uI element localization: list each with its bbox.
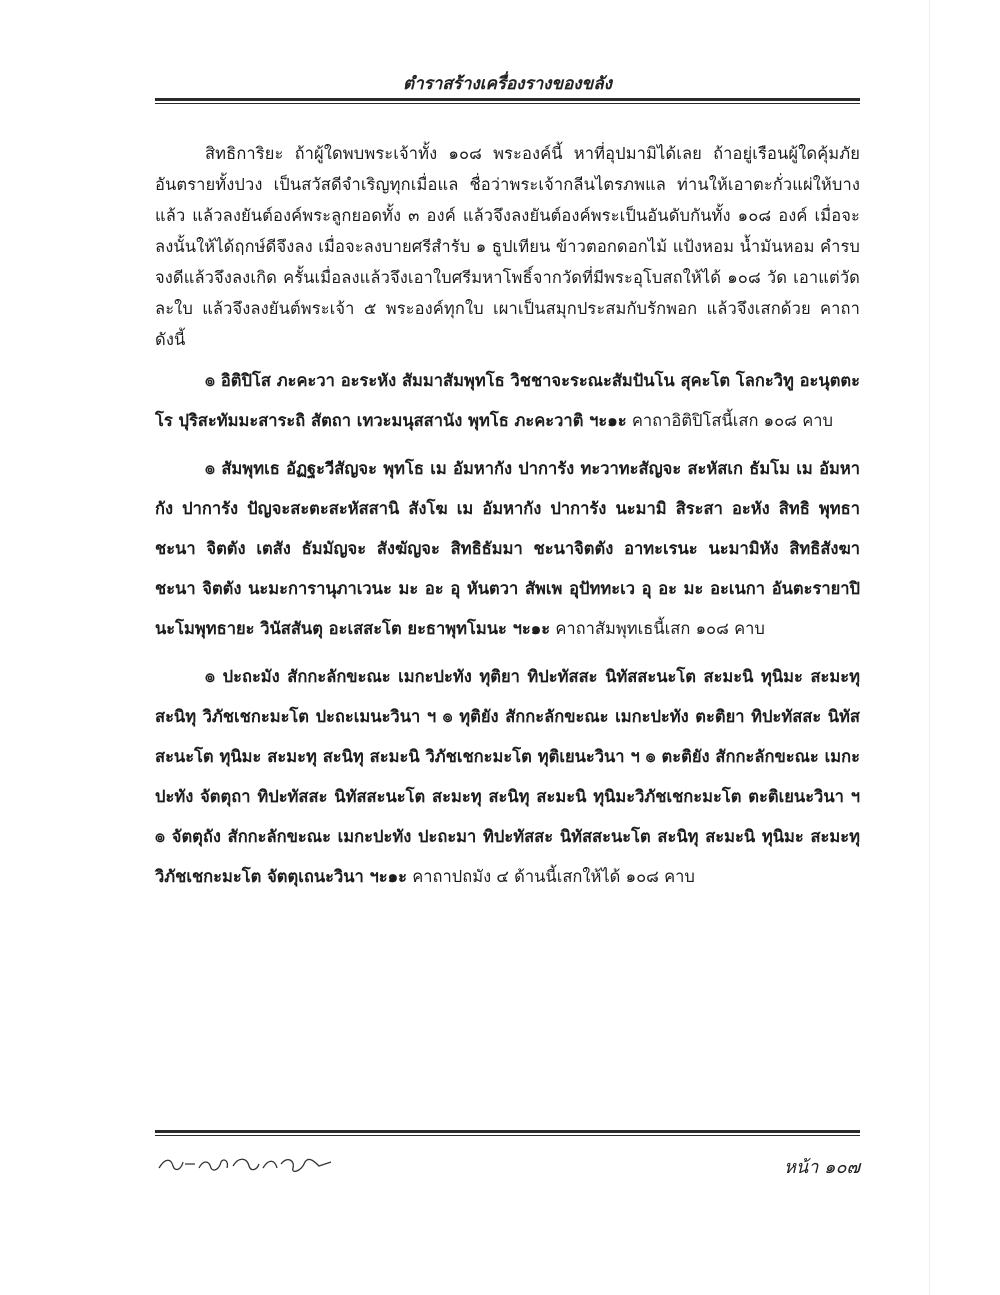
paragraph-itipiso [155, 361, 860, 441]
paragraph-pathamang [155, 657, 860, 897]
header-rule-thin [155, 103, 860, 104]
chant-itipiso-instruction: คาถาอิติปิโสนี้เสก ๑๐๘ คาบ [626, 411, 833, 430]
footer-row [155, 1146, 860, 1186]
page-footer [155, 1130, 860, 1186]
header-rule [155, 98, 860, 101]
chant-sambuddhe: ๏ สัมพุทเธ อัฏฐะวีสัญจะ พุทโธ เม อัมหากัง ปาการัง ทะวาทะสัญจะ สะหัสเก ธัมโม เม อัมหากัง ปาการัง ปัญจะสะตะสะหัสสานิ สังโฆ เม อัมหากัง ปาการัง นะมามิ สิระสา อะหัง สิทธิ พุทธา ชะนา จิตตัง เตสัง ธัมมัญจะ สังฆัญจะ สิทธิธัมมา ชะนาจิตตัง อาทะเรนะ นะมามิหัง สิทธิสังฆา ชะนา จิตตัง นะมะการานุภาเวนะ มะ อะ อุ หันตวา สัพเพ อุปัททะเว อุ อะ มะ อะเนกา อันตะรายาปิ นะโมพุทธายะ วินัสสันตุ อะเสสะโต ยะธาพุทโมนะ ฯะ๑ะ [155, 459, 860, 638]
paragraph-intro: สิทธิการิยะ ถ้าผู้ใดพบพระเจ้าทั้ง ๑๐๘ พระองค์นี้ หาที่อุปมามิได้เลย ถ้าอยู่เรือนผู้ใดคุ้มภัยอันตรายทั้งปวง เป็นสวัสดีจำเริญทุกเมื่อแล ชื่อว่าพระเจ้ากลีนไตรภพแล ท่านให้เอาตะกั่วแผ่ให้บางแล้ว แล้วลงยันต์องค์พระลูกยอดทั้ง ๓ องค์ แล้วจึงลงยันต์องค์พระเป็นอันดับกันทั้ง ๑๐๘ องค์ เมื่อจะลงนั้นให้ได้ฤกษ์ดีจึงลง เมื่อจะลงบายศรีสำรับ ๑ ธูปเทียน ข้าวตอกดอกไม้ แป้งหอม น้ำมันหอม คำรบจงดีแล้วจึงลงเกิด ครั้นเมื่อลงแล้วจึงเอาใบศรีมหาโพธิ์จากวัดที่มีพระอุโบสถให้ได้ ๑๐๘ วัด เอาแต่วัดละใบ แล้วจึงลงยันต์พระเจ้า ๕ พระองค์ทุกใบ เผาเป็นสมุกประสมกับรักพอก แล้วจึงเสกด้วย คาถาดังนี้ [155, 144, 860, 349]
page-number: หน้า ๑๐๗ [784, 1157, 860, 1178]
paragraph-sambuddhe [155, 449, 860, 649]
chant-pathamang: ๏ ปะถะมัง สักกะลักขะณะ เมกะปะทัง ทุติยา ทิปะทัสสะ นิทัสสะนะโต สะมะนิ ทุนิมะ สะมะทุ สะนิทุ วิภัชเชกะมะโต ปะถะเมนะวินา ฯ ๏ ทุติยัง สักกะลักขะณะ เมกะปะทัง ตะติยา ทิปะทัสสะ นิทัสสะนะโต ทุนิมะ สะมะทุ สะนิทุ สะมะนิ วิภัชเชกะมะโต ทุติเยนะวินา ฯ ๏ ตะติยัง สักกะลักขะณะ เมกะปะทัง จัตตุถา ทิปะทัสสะ นิทัสสะนะโต สะมะทุ สะนิทุ สะมะนิ ทุนิมะวิภัชเชกะมะโต ตะติเยนะวินา ฯ ๏ จัตตุถัง สักกะลักขะณะ เมกะปะทัง ปะถะมา ทิปะทัสสะ นิทัสสะนะโต สะนิทุ สะมะนิ ทุนิมะ สะมะทุ วิภัชเชกะมะโต จัตตุเถนะวินา ฯะ๑ะ [155, 667, 860, 886]
chant-sambuddhe-instruction: คาถาสัมพุทเธนี้เสก ๑๐๘ คาบ [550, 619, 765, 638]
footer-rule [155, 1130, 860, 1133]
page-edge [929, 0, 930, 1295]
page-body [155, 138, 860, 897]
page-header [155, 72, 860, 104]
footer-rule-thin [155, 1135, 860, 1136]
signature-mark [155, 1150, 335, 1176]
chant-itipiso: ๏ อิติปิโส ภะคะวา อะระหัง สัมมาสัมพุทโธ วิชชาจะระณะสัมปันโน สุคะโต โลกะวิทู อะนุตตะโร ปุริสะทัมมะสาระถิ สัตถา เทวะมนุสสานัง พุทโธ ภะคะวาติ ฯะ๑ะ [155, 371, 860, 430]
header-title: ตำราสร้างเครื่องรางของขลัง [403, 74, 612, 94]
chant-pathamang-instruction: คาถาปถมัง ๔ ด้านนี้เสกให้ได้ ๑๐๘ คาบ [406, 867, 695, 886]
